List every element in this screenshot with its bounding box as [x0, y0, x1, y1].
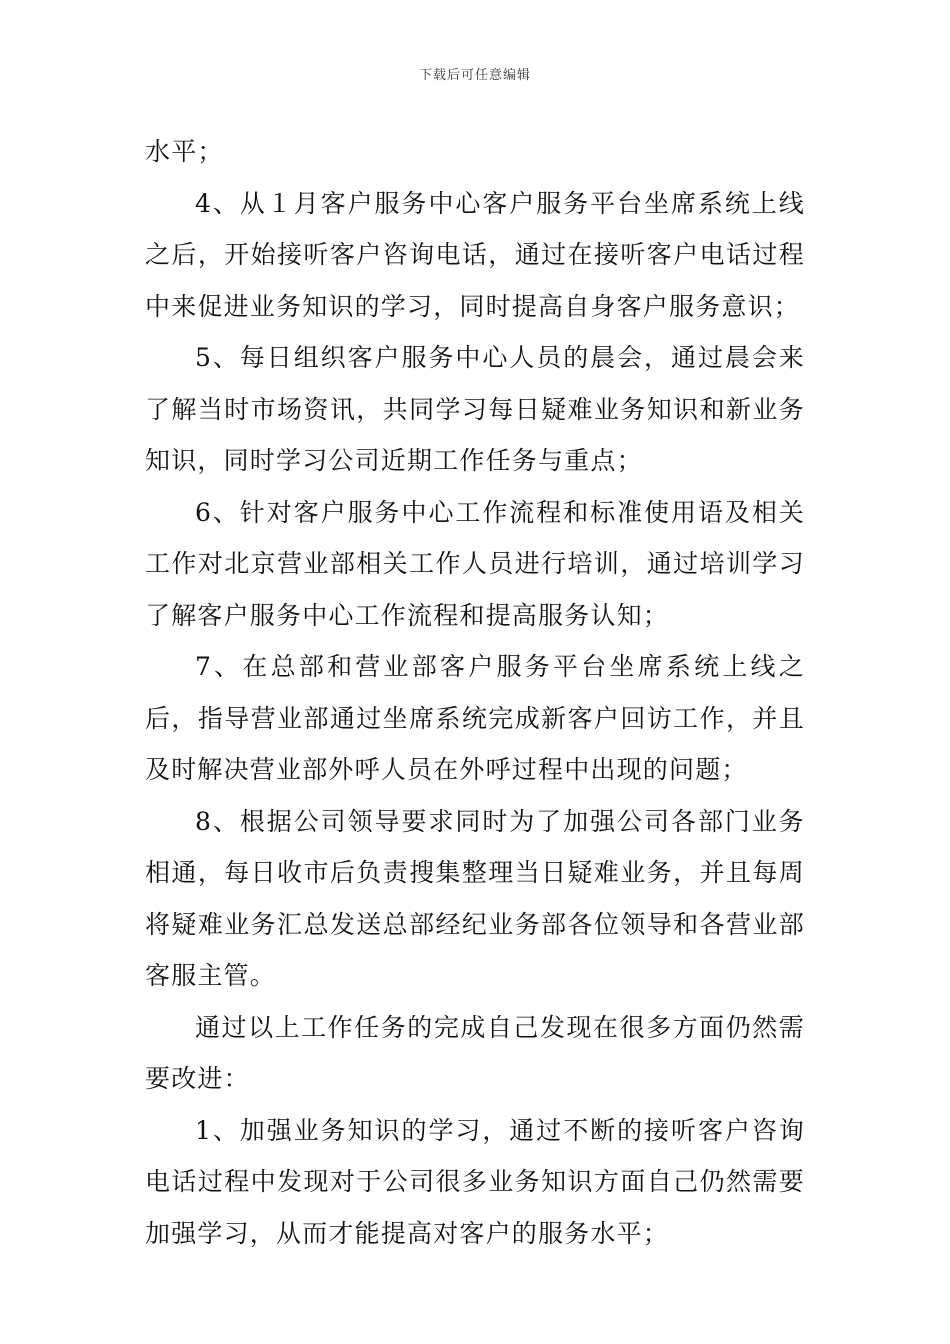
- paragraph-item-6: 6、针对客户服务中心工作流程和标准使用语及相关工作对北京营业部相关工作人员进行培训，通过培训学习了解客户服务中心工作流程和提高服务认知；: [145, 497, 805, 630]
- paragraph-item-4: 4、从１月客户服务中心客户服务平台坐席系统上线之后，开始接听客户咨询电话，通过在接听客户电话过程中来促进业务知识的学习，同时提高自身客户服务意识；: [145, 188, 805, 321]
- paragraph-item-5: 5、每日组织客户服务中心人员的晨会，通过晨会来了解当时市场资讯，共同学习每日疑难业务知识和新业务知识，同时学习公司近期工作任务与重点；: [145, 343, 805, 475]
- paragraph-item-8: 8、根据公司领导要求同时为了加强公司各部门业务相通，每日收市后负责搜集整理当日疑难业务，并且每周将疑难业务汇总发送总部经纪业务部各位领导和各营业部客服主管。: [145, 806, 805, 990]
- document-body: [145, 126, 805, 1259]
- paragraph-item-7: 7、在总部和营业部客户服务平台坐席系统上线之后，指导营业部通过坐席系统完成新客户回访工作，并且及时解决营业部外呼人员在外呼过程中出现的问题；: [145, 652, 805, 784]
- page-header: 下载后可任意编辑: [418, 68, 531, 83]
- paragraph-improvement-1: 1、加强业务知识的学习，通过不断的接听客户咨询电话过程中发现对于公司很多业务知识方面自己仍然需要加强学习，从而才能提高对客户的服务水平；: [145, 1115, 805, 1248]
- paragraph-summary: 通过以上工作任务的完成自己发现在很多方面仍然需要改进：: [145, 1012, 805, 1093]
- paragraph-continuation: 水平；: [145, 137, 224, 166]
